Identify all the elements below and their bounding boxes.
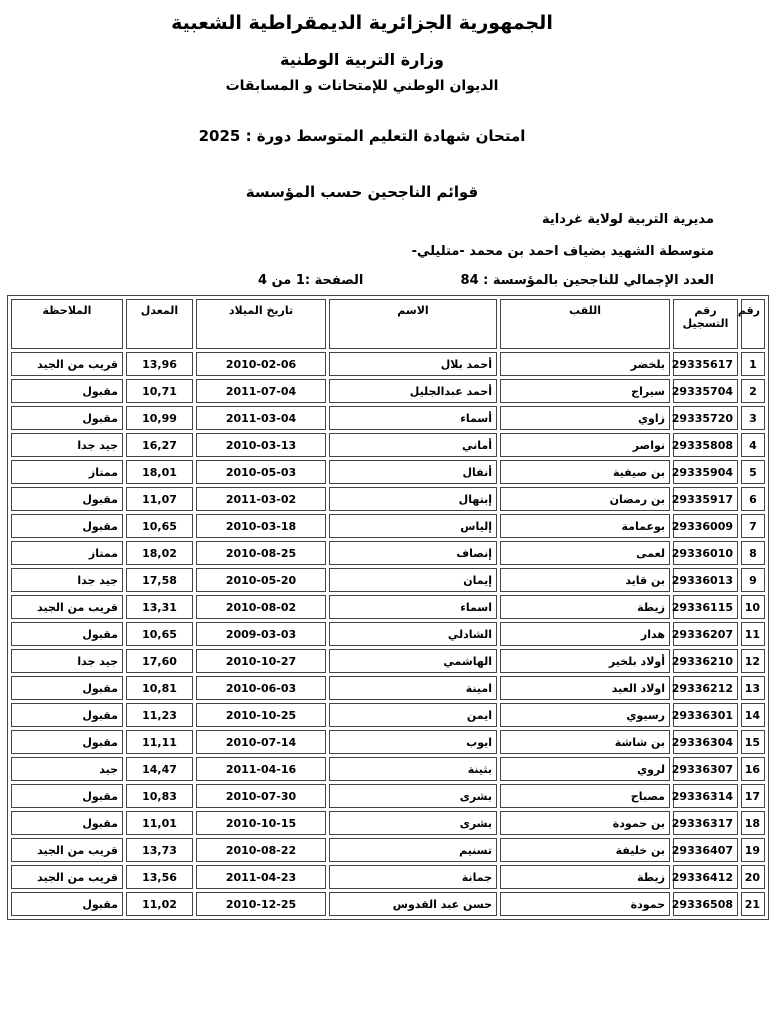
first-name-cell: الشادلي <box>329 622 497 646</box>
ministry-title: وزارة التربية الوطنية <box>279 50 444 69</box>
registration-number-cell: 29336009 <box>673 514 738 538</box>
table-row <box>11 784 765 808</box>
first-name-cell: إنصاف <box>329 541 497 565</box>
col-header-registration-line2: التسجيل <box>682 317 729 330</box>
col-header-registration-line1: رقم <box>694 304 717 317</box>
table-row <box>11 568 765 592</box>
table-row <box>11 838 765 862</box>
last-name-cell: سيراج <box>500 379 670 403</box>
birth-date-cell: 2010-06-03 <box>196 676 326 700</box>
birth-date-cell: 2010-08-22 <box>196 838 326 862</box>
first-name-cell: جمانة <box>329 865 497 889</box>
remark-cell: جيد <box>11 757 123 781</box>
table-row <box>11 649 765 673</box>
last-name-cell: هدار <box>500 622 670 646</box>
average-cell: 16,27 <box>126 433 193 457</box>
remark-cell: مقبول <box>11 514 123 538</box>
average-cell: 11,11 <box>126 730 193 754</box>
remark-cell: قريب من الجيد <box>11 595 123 619</box>
col-header-birth-date: تاريخ الميلاد <box>196 299 326 349</box>
average-cell: 17,60 <box>126 649 193 673</box>
table-row <box>11 703 765 727</box>
average-cell: 18,01 <box>126 460 193 484</box>
average-cell: 18,02 <box>126 541 193 565</box>
registration-number-cell: 29336508 <box>673 892 738 916</box>
registration-number-cell: 29336013 <box>673 568 738 592</box>
table-row <box>11 487 765 511</box>
last-name-cell: لروي <box>500 757 670 781</box>
birth-date-cell: 2010-10-27 <box>196 649 326 673</box>
exam-title: امتحان شهادة التعليم المتوسط دورة : 2025 <box>198 127 526 145</box>
registration-number-cell: 29336212 <box>673 676 738 700</box>
registration-number-cell: 29336115 <box>673 595 738 619</box>
remark-cell: جيد جدا <box>11 649 123 673</box>
row-number-cell: 5 <box>741 460 765 484</box>
average-cell: 13,31 <box>126 595 193 619</box>
birth-date-cell: 2011-07-04 <box>196 379 326 403</box>
row-number-cell: 9 <box>741 568 765 592</box>
table-row <box>11 730 765 754</box>
row-number-cell: 16 <box>741 757 765 781</box>
first-name-cell: امينة <box>329 676 497 700</box>
row-number-cell: 11 <box>741 622 765 646</box>
directorate-label: مديرية التربية لولاية غرداية <box>541 212 714 227</box>
birth-date-cell: 2010-07-14 <box>196 730 326 754</box>
office-title: الديوان الوطني للإمتحانات و المسابقات <box>225 78 499 94</box>
results-table <box>7 295 769 920</box>
row-number-cell: 13 <box>741 676 765 700</box>
table-header-row <box>11 299 765 349</box>
registration-number-cell: 29335917 <box>673 487 738 511</box>
registration-number-cell: 29336407 <box>673 838 738 862</box>
average-cell: 10,65 <box>126 514 193 538</box>
birth-date-cell: 2010-12-25 <box>196 892 326 916</box>
average-cell: 13,56 <box>126 865 193 889</box>
last-name-cell: حمودة <box>500 892 670 916</box>
table-row <box>11 460 765 484</box>
row-number-cell: 14 <box>741 703 765 727</box>
average-cell: 17,58 <box>126 568 193 592</box>
remark-cell: مقبول <box>11 730 123 754</box>
average-cell: 10,99 <box>126 406 193 430</box>
registration-number-cell: 29336010 <box>673 541 738 565</box>
last-name-cell: بوعمامة <box>500 514 670 538</box>
remark-cell: مقبول <box>11 703 123 727</box>
page-number-label: الصفحة :1 من 4 <box>258 273 364 288</box>
average-cell: 10,71 <box>126 379 193 403</box>
table-row <box>11 595 765 619</box>
birth-date-cell: 2010-08-25 <box>196 541 326 565</box>
registration-number-cell: 29336317 <box>673 811 738 835</box>
birth-date-cell: 2010-07-30 <box>196 784 326 808</box>
remark-cell: مقبول <box>11 676 123 700</box>
first-name-cell: بشرى <box>329 811 497 835</box>
last-name-cell: نواصر <box>500 433 670 457</box>
table-row <box>11 622 765 646</box>
first-name-cell: أنفال <box>329 460 497 484</box>
row-number-cell: 1 <box>741 352 765 376</box>
registration-number-cell: 29336314 <box>673 784 738 808</box>
row-number-cell: 2 <box>741 379 765 403</box>
last-name-cell: اولاد العيد <box>500 676 670 700</box>
table-row <box>11 541 765 565</box>
first-name-cell: ايمن <box>329 703 497 727</box>
table-row <box>11 352 765 376</box>
average-cell: 11,07 <box>126 487 193 511</box>
first-name-cell: أحمد بلال <box>329 352 497 376</box>
row-number-cell: 20 <box>741 865 765 889</box>
school-label: متوسطة الشهيد بضياف احمد بن محمد -متليلي- <box>411 244 714 259</box>
row-number-cell: 10 <box>741 595 765 619</box>
table-body <box>11 352 765 916</box>
row-number-cell: 15 <box>741 730 765 754</box>
last-name-cell: لعمى <box>500 541 670 565</box>
birth-date-cell: 2010-10-25 <box>196 703 326 727</box>
last-name-cell: بن صيفية <box>500 460 670 484</box>
remark-cell: قريب من الجيد <box>11 838 123 862</box>
birth-date-cell: 2010-02-06 <box>196 352 326 376</box>
remark-cell: قريب من الجيد <box>11 865 123 889</box>
first-name-cell: حسن عبد القدوس <box>329 892 497 916</box>
last-name-cell: بن حمودة <box>500 811 670 835</box>
registration-number-cell: 29335720 <box>673 406 738 430</box>
row-number-cell: 17 <box>741 784 765 808</box>
last-name-cell: مصباح <box>500 784 670 808</box>
birth-date-cell: 2010-05-20 <box>196 568 326 592</box>
row-number-cell: 3 <box>741 406 765 430</box>
table-row <box>11 865 765 889</box>
remark-cell: مقبول <box>11 811 123 835</box>
col-header-registration <box>673 299 738 349</box>
table-row <box>11 892 765 916</box>
last-name-cell: بن شاشة <box>500 730 670 754</box>
average-cell: 11,01 <box>126 811 193 835</box>
birth-date-cell: 2011-04-23 <box>196 865 326 889</box>
birth-date-cell: 2010-05-03 <box>196 460 326 484</box>
average-cell: 11,23 <box>126 703 193 727</box>
first-name-cell: بثينة <box>329 757 497 781</box>
first-name-cell: ايوب <box>329 730 497 754</box>
birth-date-cell: 2010-08-02 <box>196 595 326 619</box>
average-cell: 14,47 <box>126 757 193 781</box>
registration-number-cell: 29336307 <box>673 757 738 781</box>
average-cell: 10,81 <box>126 676 193 700</box>
registration-number-cell: 29336304 <box>673 730 738 754</box>
last-name-cell: بن خليفة <box>500 838 670 862</box>
first-name-cell: تسنيم <box>329 838 497 862</box>
col-header-average: المعدل <box>126 299 193 349</box>
average-cell: 10,83 <box>126 784 193 808</box>
row-number-cell: 12 <box>741 649 765 673</box>
row-number-cell: 7 <box>741 514 765 538</box>
first-name-cell: اسماء <box>329 595 497 619</box>
last-name-cell: رسيوي <box>500 703 670 727</box>
average-cell: 11,02 <box>126 892 193 916</box>
col-header-last-name: اللقب <box>500 299 670 349</box>
first-name-cell: بشرى <box>329 784 497 808</box>
table-row <box>11 676 765 700</box>
last-name-cell: بن قايد <box>500 568 670 592</box>
last-name-cell: أولاد بلخير <box>500 649 670 673</box>
table-row <box>11 811 765 835</box>
total-passed-label: العدد الإجمالي للناجحين بالمؤسسة : 84 <box>460 273 714 288</box>
birth-date-cell: 2011-04-16 <box>196 757 326 781</box>
row-number-cell: 6 <box>741 487 765 511</box>
col-header-first-name: الاسم <box>329 299 497 349</box>
table-row <box>11 757 765 781</box>
first-name-cell: الهاشمي <box>329 649 497 673</box>
remark-cell: مقبول <box>11 487 123 511</box>
registration-number-cell: 29335904 <box>673 460 738 484</box>
remark-cell: جيد جدا <box>11 568 123 592</box>
first-name-cell: أسماء <box>329 406 497 430</box>
first-name-cell: إبتهال <box>329 487 497 511</box>
table-row <box>11 514 765 538</box>
registration-number-cell: 29336207 <box>673 622 738 646</box>
last-name-cell: زاوي <box>500 406 670 430</box>
first-name-cell: إيمان <box>329 568 497 592</box>
remark-cell: جيد جدا <box>11 433 123 457</box>
first-name-cell: إلياس <box>329 514 497 538</box>
remark-cell: ممتاز <box>11 460 123 484</box>
remark-cell: قريب من الجيد <box>11 352 123 376</box>
table-row <box>11 406 765 430</box>
last-name-cell: بن رمضان <box>500 487 670 511</box>
registration-number-cell: 29336210 <box>673 649 738 673</box>
row-number-cell: 8 <box>741 541 765 565</box>
col-header-remark: الملاحظة <box>11 299 123 349</box>
average-cell: 13,96 <box>126 352 193 376</box>
registration-number-cell: 29335704 <box>673 379 738 403</box>
remark-cell: مقبول <box>11 784 123 808</box>
table-row <box>11 433 765 457</box>
average-cell: 10,65 <box>126 622 193 646</box>
last-name-cell: بلخضر <box>500 352 670 376</box>
birth-date-cell: 2011-03-02 <box>196 487 326 511</box>
list-title: قوائم الناجحين حسب المؤسسة <box>245 183 479 201</box>
remark-cell: مقبول <box>11 892 123 916</box>
birth-date-cell: 2010-03-13 <box>196 433 326 457</box>
registration-number-cell: 29336301 <box>673 703 738 727</box>
registration-number-cell: 29336412 <box>673 865 738 889</box>
birth-date-cell: 2010-10-15 <box>196 811 326 835</box>
last-name-cell: زيطة <box>500 865 670 889</box>
remark-cell: مقبول <box>11 379 123 403</box>
col-header-number: رقم <box>741 299 765 349</box>
republic-title: الجمهورية الجزائرية الديمقراطية الشعبية <box>171 12 553 34</box>
row-number-cell: 21 <box>741 892 765 916</box>
row-number-cell: 18 <box>741 811 765 835</box>
birth-date-cell: 2011-03-04 <box>196 406 326 430</box>
remark-cell: مقبول <box>11 622 123 646</box>
birth-date-cell: 2009-03-03 <box>196 622 326 646</box>
birth-date-cell: 2010-03-18 <box>196 514 326 538</box>
row-number-cell: 4 <box>741 433 765 457</box>
row-number-cell: 19 <box>741 838 765 862</box>
registration-number-cell: 29335808 <box>673 433 738 457</box>
table-row <box>11 379 765 403</box>
last-name-cell: زيطة <box>500 595 670 619</box>
average-cell: 13,73 <box>126 838 193 862</box>
first-name-cell: أحمد عبدالجليل <box>329 379 497 403</box>
first-name-cell: أماني <box>329 433 497 457</box>
remark-cell: ممتاز <box>11 541 123 565</box>
registration-number-cell: 29335617 <box>673 352 738 376</box>
remark-cell: مقبول <box>11 406 123 430</box>
